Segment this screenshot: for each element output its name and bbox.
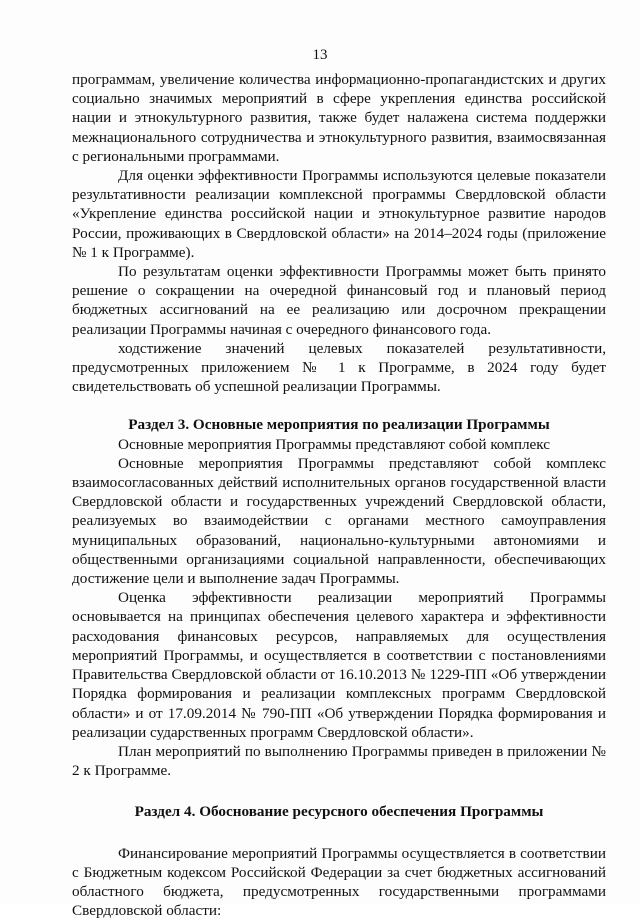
paragraph-evaluation-results: По результатам оценки эффективности Программы может быть принято решение о сокращении на очередной финансовый год и плановый период бюджетных ассигнований на ее реализацию или досрочном прекращении реализации Программы начиная с очередного финансового года. [72,263,606,338]
section-4-paragraph: Финансирование мероприятий Программы осуществляется в соответствии с Бюджетным кодексом Российской Федерации за счет бюджетных ассигнований областного бюджета, предусмотренных государственными программами Свердловской области: [72,844,606,920]
page-number: 13 [312,47,328,63]
section-3-heading: Раздел 3. Основные мероприятия по реализации Программы [128,416,550,434]
paragraph-achievement: ходстижение значений целевых показателей результативности, предусмотренных приложением № 1 к Программе, в 2024 году будет свидетельствовать об успешной реализации Программы. [72,339,606,396]
section-3-paragraph: Основные мероприятия Программы представляют собой комплекс взаимосогласованных действий исполнительных органов государственной власти Свердловской области и государственных учреждений Свердловской области, реализуемых во взаимодействии с органами местного самоуправления муниципальных образований, национально-культурными автономиями и общественными организациями социальной направленности, обеспечивающих достижение цели и выполнение задач Программы. [72,454,606,588]
document-body [72,70,606,920]
spacer [72,780,606,802]
section-3-paragraph: План мероприятий по выполнению Программы приведен в приложении № 2 к Программе. [72,742,606,780]
spacer [72,822,606,844]
section-3-paragraph: Оценка эффективности реализации мероприятий Программы основывается на принципах обеспечения целевого характера и эффективности расходования финансовых ресурсов, направляемых для осуществления мероприятий Программы, и осуществляется в соответствии с постановлениями Правительства Свердловской области от 16.10.2013 № 1229-ПП «Об утверждении Порядка формирования и реализации комплексных программ Свердловской области» и от 17.09.2014 № 790-ПП «Об утверждении Порядка формирования и реализации сударственных программ Свердловской области». [72,589,606,741]
section-4-heading: Раздел 4. Обоснование ресурсного обеспечения Программы [134,803,544,821]
paragraph-continuation: программам, увеличение количества информационно-пропагандистских и других социально значимых мероприятий в сфере укрепления единства российской нации и этнокультурного развития, также будет налажена система поддержки межнационального сотрудничества и этнокультурного развития, взаимосвязанная с региональными программами. [72,71,606,165]
section-3-subline: Основные мероприятия Программы представляют собой комплекс [118,435,551,453]
spacer [72,396,606,415]
paragraph-evaluation-indicators: Для оценки эффективности Программы используются целевые показатели результативности реализации комплексной программы Свердловской области «Укрепление единства российской нации и этнокультурное развитие народов России, проживающих в Свердловской области» на 2014–2024 годы (приложение № 1 к Программе). [72,167,606,261]
